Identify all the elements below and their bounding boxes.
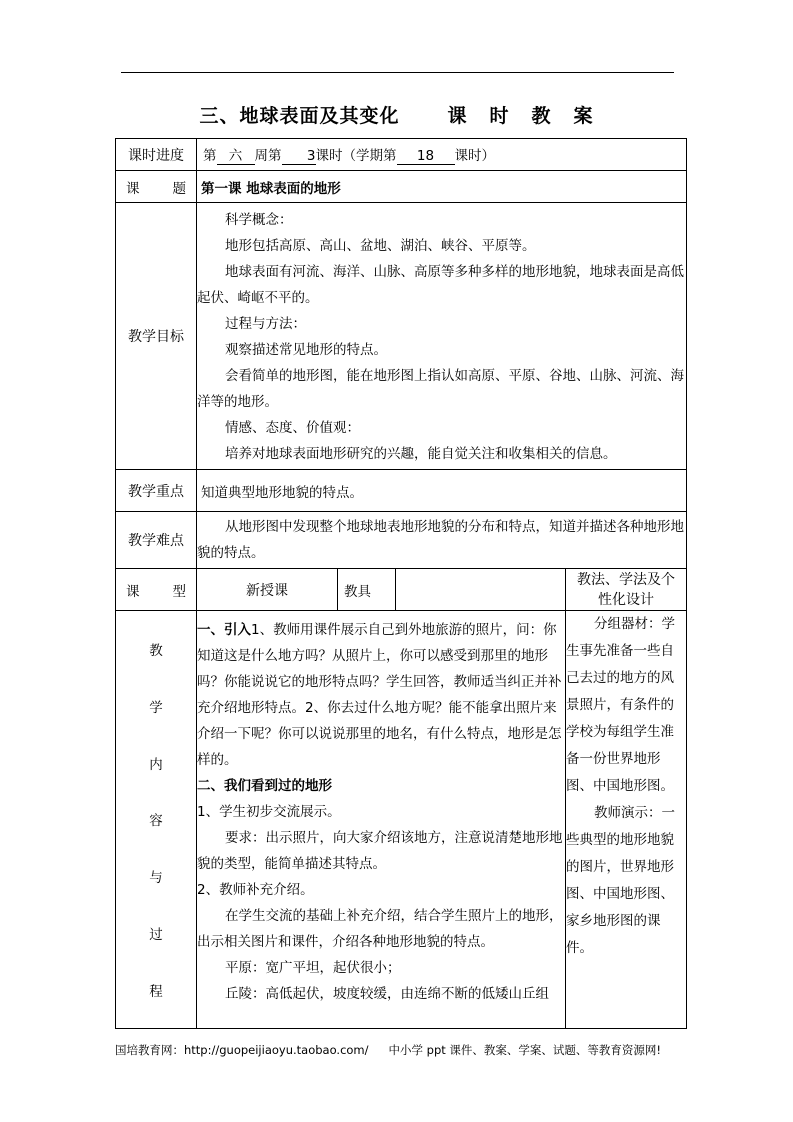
lesson-type-row xyxy=(116,569,687,611)
methods-content: 分组器材：学生事先准备一些自己去过的地方的风景照片，有条件的学校为每组学生准备一份世界地形图、中国地形图。 教师演示：一些典型的地形地貌的图片，世界地形图、中国地形图、家乡地形图的课件。 xyxy=(566,611,687,1029)
week-number: 六 xyxy=(217,144,255,165)
topic-label: 课 题 xyxy=(116,171,197,203)
lesson-type-value: 新授课 xyxy=(197,569,338,611)
title-main: 三、地球表面及其变化 xyxy=(199,105,400,127)
page-title xyxy=(0,101,793,128)
key-points-label: 教学重点 xyxy=(116,470,197,512)
process-row xyxy=(116,611,687,1029)
lesson-plan-table xyxy=(115,138,687,1029)
progress-row xyxy=(116,139,687,171)
progress-value: 第 六 周第 3课时（学期第 18 课时） xyxy=(197,139,687,171)
footer-right: 中小学 ppt 课件、教案、学案、试题、等教育资源网! xyxy=(388,1043,662,1057)
progress-label: 课时进度 xyxy=(116,139,197,171)
difficulties-value: 从地形图中发现整个地球地表地形地貌的分布和特点，知道并描述各种地形地貌的特点。 xyxy=(197,512,687,569)
goals-label: 教学目标 xyxy=(116,203,197,470)
goals-content: 科学概念： 地形包括高原、高山、盆地、湖泊、峡谷、平原等。 地球表面有河流、海洋、山脉、高原等多种多样的地形地貌，地球表面是高低起伏、崎岖不平的。 过程与方法： 观察描述常见地形的特点。 会看简单的地形图，能在地形图上指认如高原、平原、谷地、山脉、河流、海洋等的地形。 情感、态度、价值观： 培养对地球表面地形研究的兴趣，能自觉关注和收集相关的信息。 xyxy=(197,203,687,470)
difficulties-label: 教学难点 xyxy=(116,512,197,569)
lesson-type-label: 课 型 xyxy=(116,569,197,611)
tools-value xyxy=(396,569,566,611)
topic-row xyxy=(116,171,687,203)
topic-value: 第一课 地球表面的地形 xyxy=(197,171,687,203)
methods-label: 教法、学法及个性化设计 xyxy=(566,569,687,611)
goals-row xyxy=(116,203,687,470)
process-label: 教 学 内 容 与 过 程 xyxy=(116,611,197,1029)
term-lesson-number: 18 xyxy=(397,148,455,165)
intro-heading: 一、引入 xyxy=(197,622,251,638)
footer-left: 国培教育网：http://guopeijiaoyu.taobao.com/ xyxy=(115,1043,369,1057)
title-suffix: 课 时 教 案 xyxy=(447,105,594,127)
key-points-row xyxy=(116,470,687,512)
page-footer xyxy=(115,1042,661,1058)
lesson-number: 3 xyxy=(282,148,316,165)
header-rule xyxy=(121,72,674,73)
section2-heading: 二、我们看到过的地形 xyxy=(197,778,332,794)
intro-text: 1、教师用课件展示自己到外地旅游的照片，问：你知道这是什么地方吗？从照片上，你可以感受到那里的地形吗？你能说说它的地形特点吗？学生回答，教师适当纠正并补充介绍地形特点。2、你去过什么地方呢？能不能拿出照片来介绍一下呢？你可以说说那里的地名，有什么特点，地形是怎样的。 xyxy=(197,622,562,768)
tools-label: 教具 xyxy=(338,569,396,611)
key-points-value: 知道典型地形地貌的特点。 xyxy=(197,470,687,512)
process-content: 一、引入1、教师用课件展示自己到外地旅游的照片，问：你知道这是什么地方吗？从照片上，你可以感受到那里的地形吗？你能说说它的地形特点吗？学生回答，教师适当纠正并补充介绍地形特点。2、你去过什么地方呢？能不能拿出照片来介绍一下呢？你可以说说那里的地名，有什么特点，地形是怎样的。 二、我们看到过的地形 1、学生初步交流展示。 要求：出示照片，向大家介绍该地方，注意说清楚地形地貌的类型，能简单描述其特点。 2、教师补充介绍。 在学生交流的基础上补充介绍，结合学生照片上的地形，出示相关图片和课件，介绍各种地形地貌的特点。 平原：宽广平坦，起伏很小； 丘陵：高低起伏，坡度较缓，由连绵不断的低矮山丘组 xyxy=(197,611,566,1029)
difficulties-row xyxy=(116,512,687,569)
